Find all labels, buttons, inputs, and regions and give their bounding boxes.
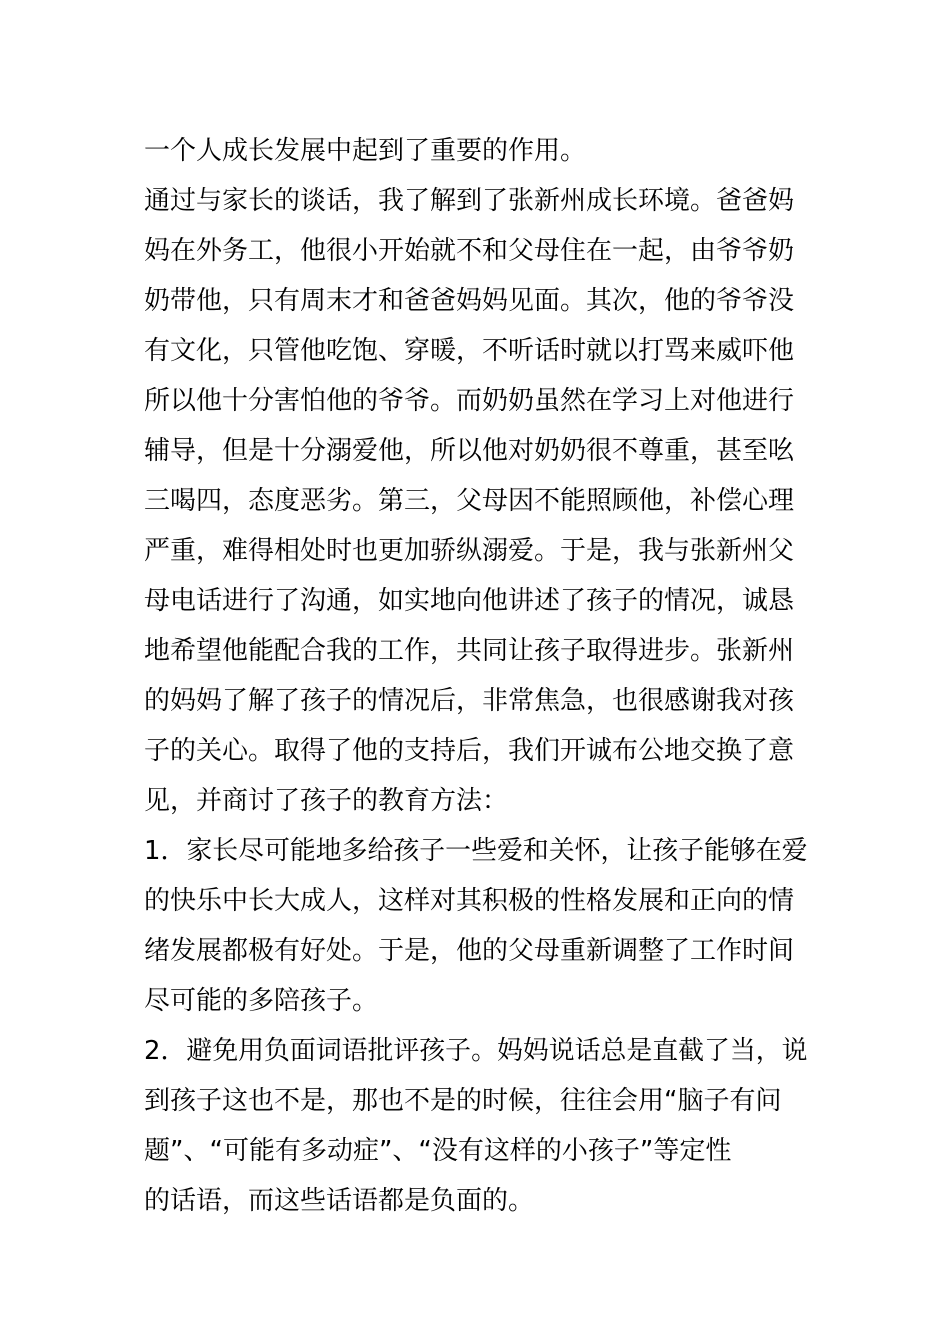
text-line: 奶带他，只有周末才和爸爸妈妈见面。其次，他的爷爷没: [144, 286, 795, 316]
text-line: 绪发展都极有好处。于是，他的父母重新调整了工作时间: [144, 936, 795, 966]
text-line: 到孩子这也不是，那也不是的时候，往往会用“脑子有问: [144, 1086, 782, 1116]
document-body: [144, 126, 808, 1226]
text-line: 见，并商讨了孩子的教育方法：: [144, 786, 509, 816]
text-line: 1．家长尽可能地多给孩子一些爱和关怀，让孩子能够在爱: [144, 836, 808, 866]
text-line: 一个人成长发展中起到了重要的作用。: [144, 136, 587, 166]
text-line: 三喝四，态度恶劣。第三，父母因不能照顾他，补偿心理: [144, 486, 795, 516]
text-line: 的快乐中长大成人，这样对其积极的性格发展和正向的情: [144, 886, 795, 916]
text-line: 2．避免用负面词语批评孩子。妈妈说话总是直截了当，说: [144, 1036, 808, 1066]
text-line: 通过与家长的谈话，我了解到了张新州成长环境。爸爸妈: [144, 186, 795, 216]
text-line: 辅导，但是十分溺爱他，所以他对奶奶很不尊重，甚至吆: [144, 436, 795, 466]
text-line: 子的关心。取得了他的支持后，我们开诚布公地交换了意: [144, 736, 795, 766]
text-line: 所以他十分害怕他的爷爷。而奶奶虽然在学习上对他进行: [144, 386, 795, 416]
text-line: 母电话进行了沟通，如实地向他讲述了孩子的情况，诚恳: [144, 586, 795, 616]
text-line: 尽可能的多陪孩子。: [144, 986, 379, 1016]
text-line: 的话语，而这些话语都是负面的。: [144, 1186, 535, 1216]
text-line: 有文化，只管他吃饱、穿暖，不听话时就以打骂来威吓他: [144, 336, 795, 366]
text-line: 题”、“可能有多动症”、“没有这样的小孩子”等定性: [144, 1136, 732, 1166]
text-line: 的妈妈了解了孩子的情况后，非常焦急，也很感谢我对孩: [144, 686, 795, 716]
text-line: 地希望他能配合我的工作，共同让孩子取得进步。张新州: [144, 636, 795, 666]
text-line: 严重，难得相处时也更加骄纵溺爱。于是，我与张新州父: [144, 536, 795, 566]
text-line: 妈在外务工，他很小开始就不和父母住在一起，由爷爷奶: [144, 236, 795, 266]
